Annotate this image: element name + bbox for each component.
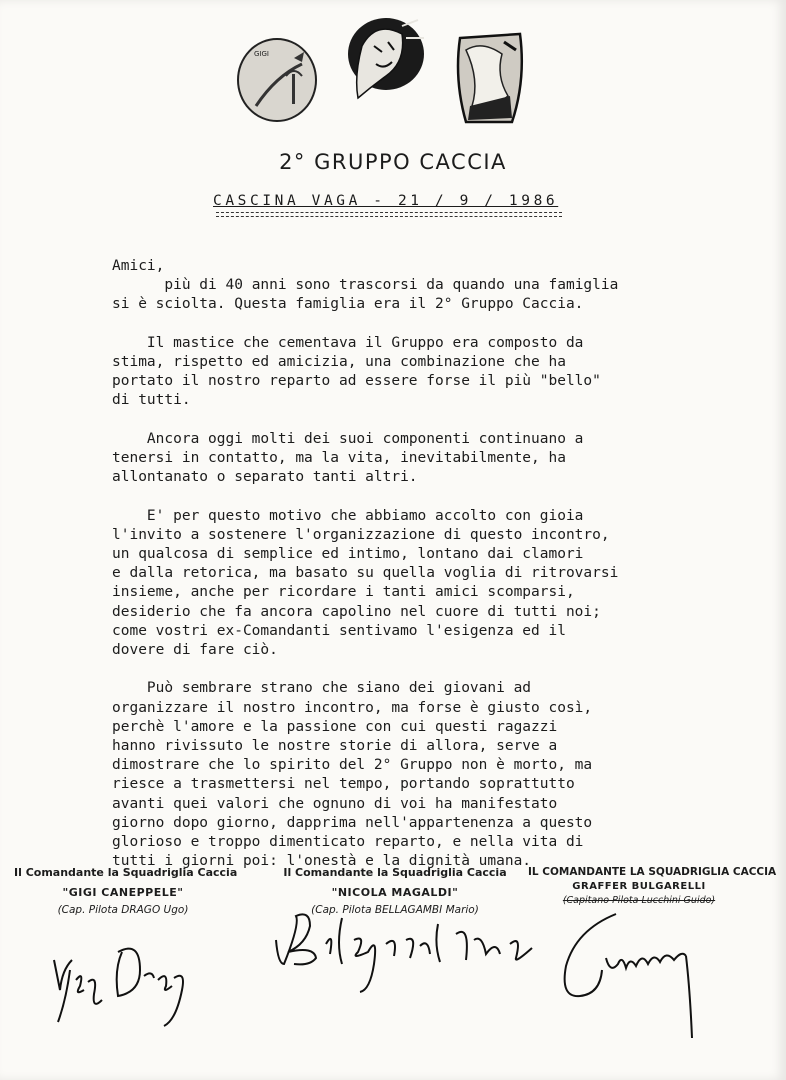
paragraph-2: Il mastice che cementava il Gruppo era composto da stima, rispetto ed amicizia, una combinazione che ha portato il nostro reparto ad essere forse il più "bello" di tutti. [112,334,601,409]
place-and-date: CASCINA VAGA - 21 / 9 / 1986 [213,193,559,209]
paragraph-1: più di 40 anni sono trascorsi da quando una famiglia si è sciolta. Questa famiglia era il 2° Gruppo Caccia. [112,277,619,313]
signature-role: IL COMANDANTE LA SQUADRIGLIA CACCIA [528,866,777,878]
signature-block-1 [14,866,238,916]
document-title: 2° GRUPPO CACCIA [279,150,507,174]
svg-text:GIGI: GIGI [254,50,269,58]
squadron-name: GRAFFER BULGARELLI [572,881,706,892]
signatory-name: (Cap. Pilota BELLAGAMBI Mario) [311,904,479,916]
double-underline-divider [216,212,562,217]
handwritten-signature-1 [44,930,194,1030]
handwritten-signature-2 [270,904,540,996]
letter-body [112,257,672,872]
squadron-name: "NICOLA MAGALDI" [331,886,459,899]
signature-role: Il Comandante la Squadriglia Caccia [14,866,238,879]
seal-emblem-bird [236,36,320,124]
paragraph-3: Ancora oggi molti dei suoi componenti continuano a tenersi in contatto, ma la vita, inevitabilmente, ha allontanato o separato tanti altri. [112,430,584,486]
signature-block-3 [528,866,777,906]
signatory-name: (Cap. Pilota DRAGO Ugo) [57,904,189,916]
signature-role: Il Comandante la Squadriglia Caccia [283,866,507,879]
seal-emblem-shield [452,30,528,126]
paragraph-4: E' per questo motivo che abbiamo accolto con gioia l'invito a sostenere l'organizzazione di questo incontro, un qualcosa di semplice ed intimo, lontano dai clamori e dalla retorica, ma basato su quella voglia di ritrovarsi insieme, anche per ricordare i tanti amici scomparsi, desiderio che fa ancora capolino nel cuore di tutti noi; come vostri ex-Comandanti sentivamo l'esigenza ed il dovere di fare ciò. [112,507,619,659]
paragraph-5: Può sembrare strano che siano dei giovani ad organizzare il nostro incontro, ma forse è giusto così, perchè l'amore e la passione con cui questi ragazzi hanno rivissuto le nostre storie di allora, serve a dimostrare che lo spirito del 2° Gruppo non è morto, ma riesce a trasmettersi nel tempo, portando soprattutto avanti quei valori che ognuno di voi ha manifestato giorno dopo giorno, dapprima nell'appartenenza a questo glorioso e troppo dimenticato reparto, e nella vita di tutti i giorni poi: l'onestà e la dignità umana. [112,680,593,870]
seal-emblem-devil [332,16,428,100]
squadron-name: "GIGI CANEPPELE" [62,886,184,899]
salutation: Amici, [112,258,165,274]
signatory-name: (Capitano Pilota Lucchini Guido) [562,895,716,906]
handwritten-signature-3 [556,910,696,1042]
